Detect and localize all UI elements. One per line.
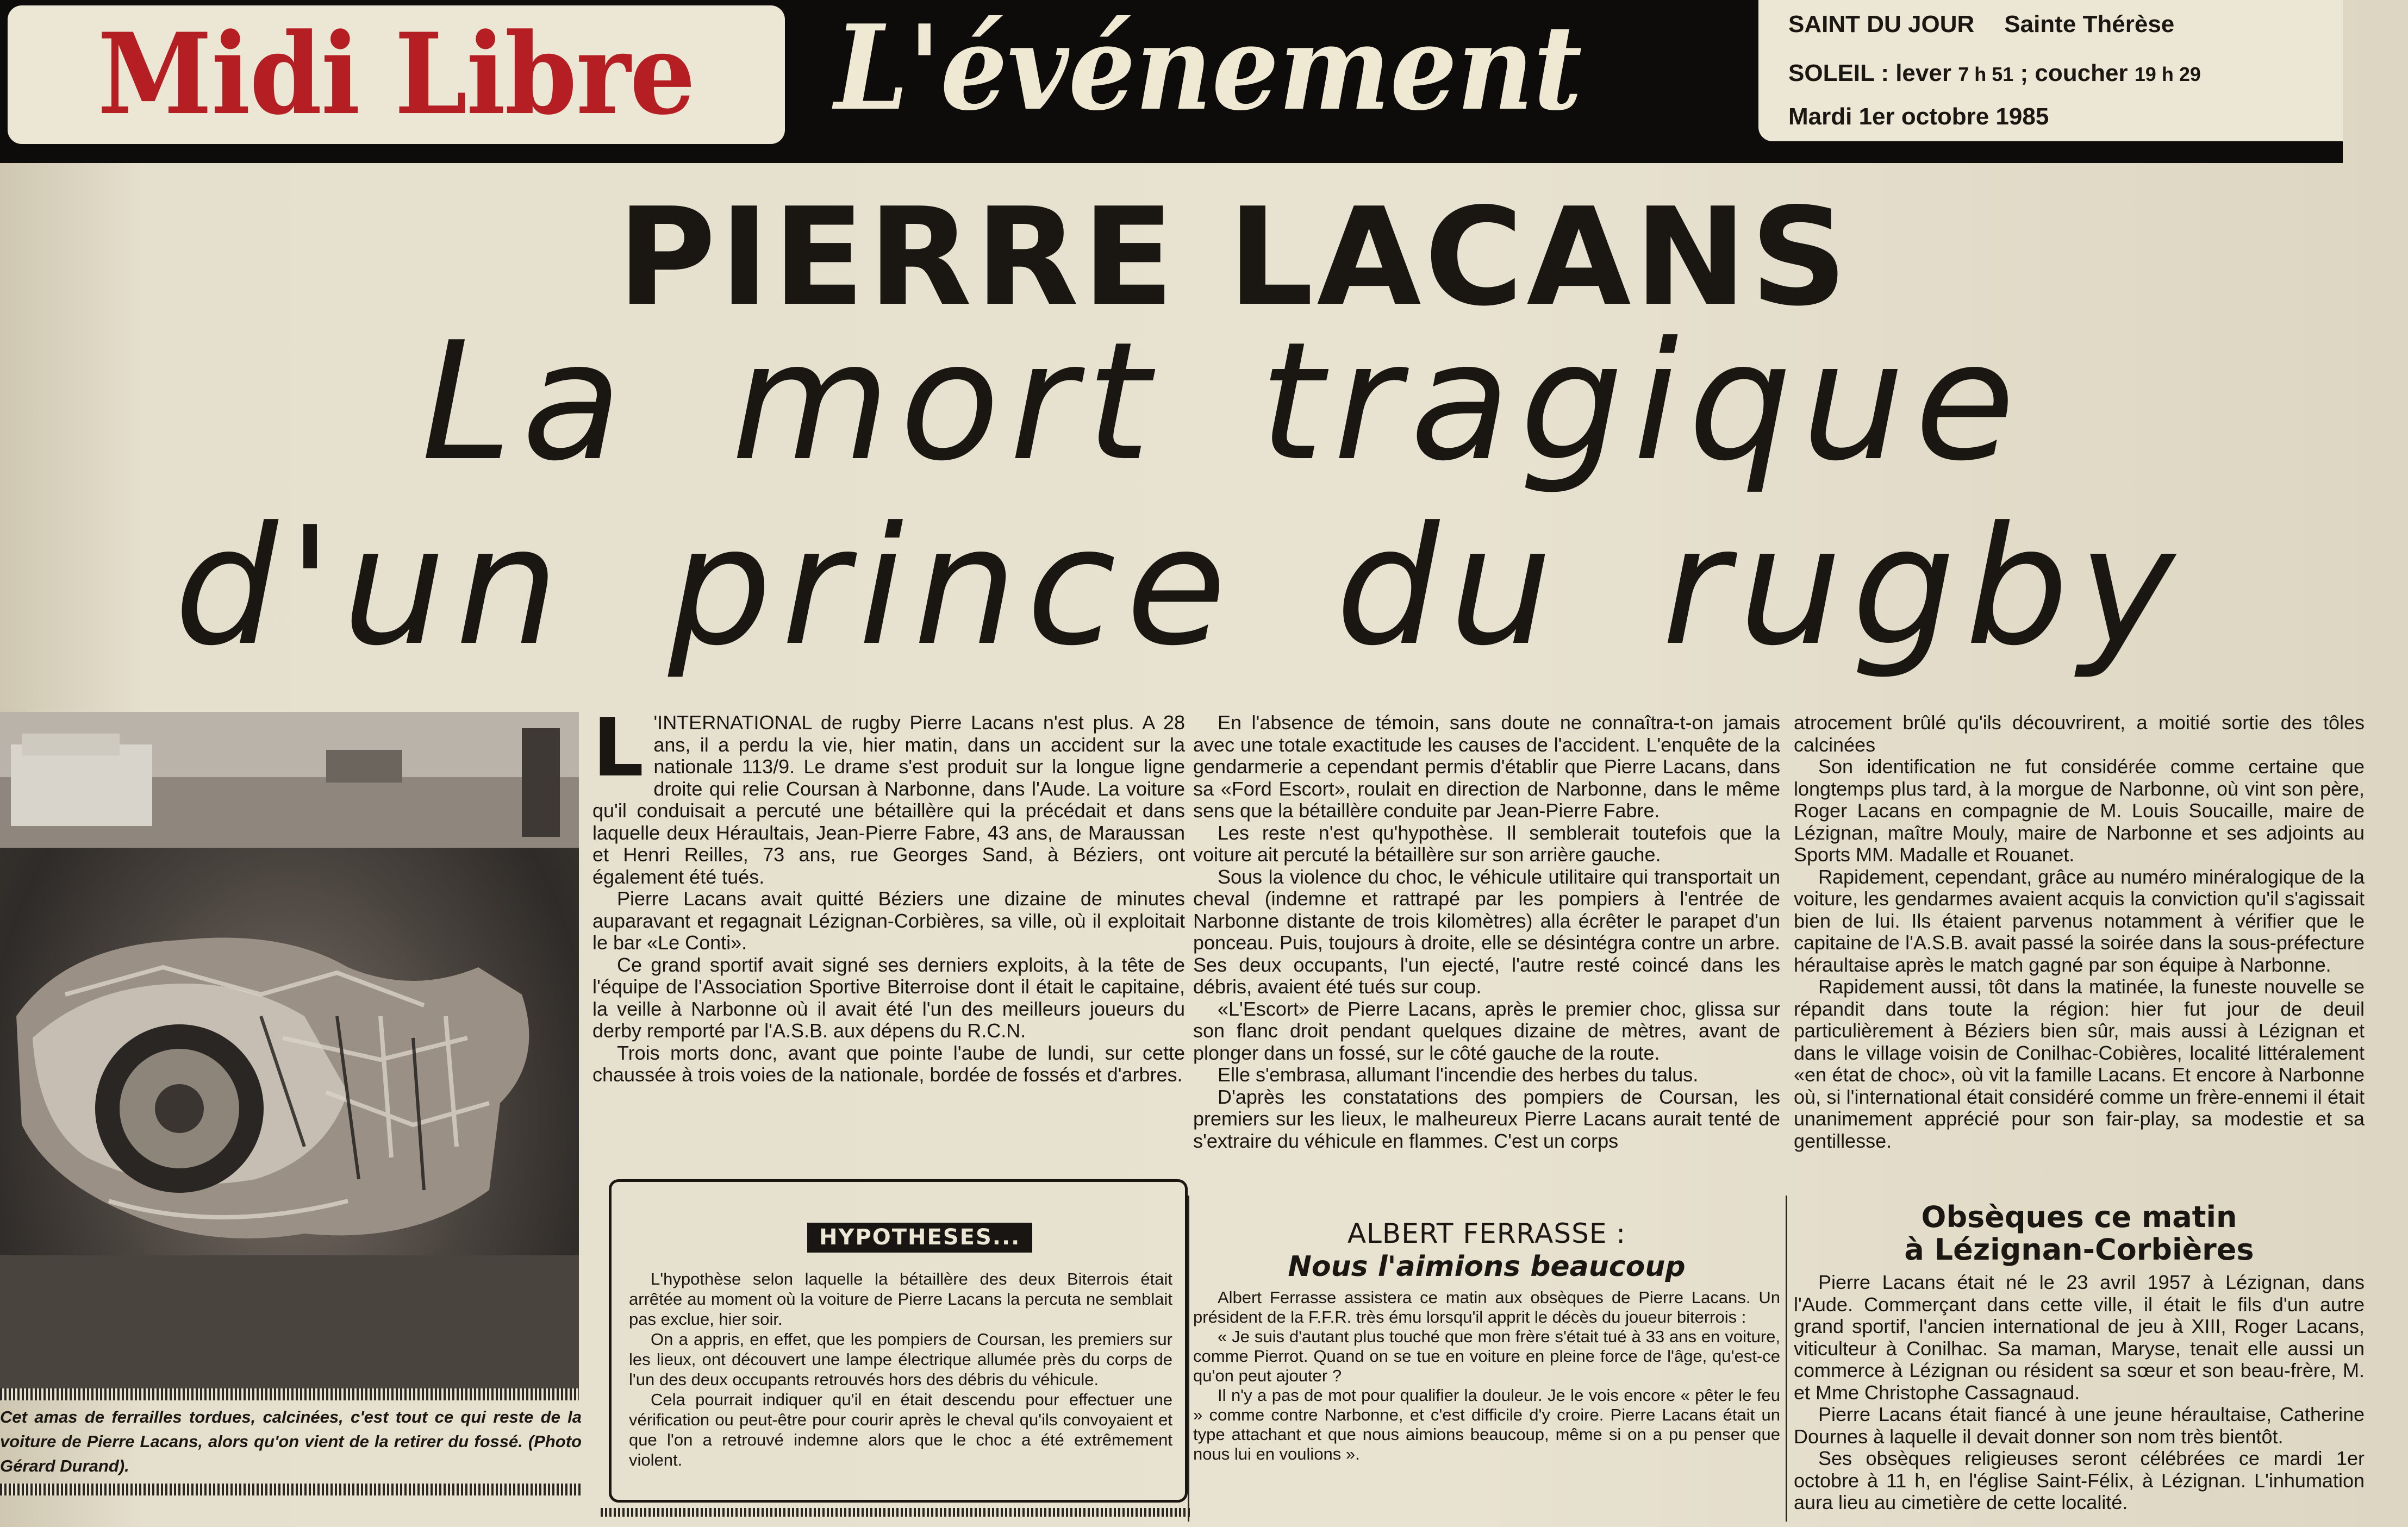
- column-divider: [1188, 1196, 1189, 1522]
- wrecked-car-illustration: [0, 712, 579, 1388]
- ferrasse-subtitle: Nous l'aimions beaucoup: [1288, 1250, 1686, 1283]
- paragraph: L'hypothèse selon laquelle la bétaillère des deux Biterrois était arrêtée au moment où la voiture de Pierre Lacans la percuta ne semblait pas exclue, hier soir.: [629, 1269, 1172, 1329]
- paragraph: Les reste n'est qu'hypothèse. Il semblerait toutefois que la voiture ait percuté la bétaillère sur son arrière gauche.: [1193, 821, 1780, 866]
- paragraph: Pierre Lacans était fiancé à une jeune héraultaise, Catherine Dournes à laquelle il devait donner son nom très bientôt.: [1794, 1403, 2365, 1448]
- section-title: L'événement: [834, 0, 1582, 136]
- drop-cap: L: [592, 701, 644, 794]
- paragraph: « Je suis d'autant plus touché que mon frère s'était tué à 33 ans en voiture, comme Pierrot. Quand on se tue en voiture en pleine force de l'âge, qu'est-ce qu'on peut ajouter ?: [1193, 1327, 1780, 1385]
- kicker-headline: PIERRE LACANS: [617, 179, 1851, 336]
- coucher-time: 19 h 29: [2134, 63, 2201, 85]
- paragraph: Pierre Lacans avait quitté Béziers une dizaine de minutes auparavant et regagnait Lézignan-Corbières, sa ville, où il exploitait le bar «Le Conti».: [592, 887, 1185, 954]
- ferrasse-title: ALBERT FERRASSE :: [1347, 1218, 1626, 1249]
- paragraph: Rapidement, cependant, grâce au numéro minéralogique de la voiture, les gendarmes avaient acquis la conviction qu'il s'agissait bien de lui. Ils étaient parvenus notamment à vérifier que le capitaine de l'A.S.B. avait passé la soirée dans la sous-préfecture héraultaise après le match gagné par son équipe à Narbonne.: [1794, 865, 2365, 976]
- obseques-title: [1794, 1201, 2365, 1266]
- obseques-title-line-2: à Lézignan-Corbières: [1904, 1232, 2254, 1267]
- paragraph: «L'Escort» de Pierre Lacans, après le premier choc, glissa sur son flanc droit pendant quelques dizaine de mètres, avant de plonger dans un fossé, sur le côté gauche de la route.: [1193, 997, 1780, 1064]
- column-divider: [1786, 1196, 1787, 1522]
- masthead-info: [1758, 0, 2343, 141]
- wreck-photo: [0, 712, 579, 1388]
- hypotheses-box: [609, 1179, 1188, 1503]
- paragraph: 'INTERNATIONAL de rugby Pierre Lacans n'est plus. A 28 ans, il a perdu la vie, hier matin, dans un accident sur la nationale 113/9. Le drame s'est produit sur la longue ligne droite qui relie Coursan à Narbonne, dans l'Aude. La voiture qu'il conduisait a percuté une bétaillère qui la précédait et dans laquelle deux Héraultais, Jean-Pierre Fabre, 43 ans, de Maraussan et Henri Reilles, 73 ans, rue Georges Sand, à Béziers, ont également été tués.: [592, 711, 1185, 888]
- obseques-body: [1794, 1272, 2365, 1514]
- paragraph: Albert Ferrasse assistera ce matin aux obsèques de Pierre Lacans. Un président de la F.F.R. très ému lorsqu'il apprit le décès du joueur biterrois :: [1193, 1288, 1780, 1326]
- paragraph: Pierre Lacans était né le 23 avril 1957 à Lézignan, dans l'Aude. Commerçant dans cette ville, il était le fils d'un autre grand sportif, l'ancien international de jeu à XIII, Roger Lacans, viticulteur à Conilhac. Sa maman, Maryse, tenait elle aussi un commerce à Lézignan ou résident sa sœur et son beau-frère, M. et Mme Christophe Cassagnaud.: [1794, 1271, 2365, 1404]
- headline-line-1: La mort tragique: [421, 307, 2025, 497]
- paragraph: Cela pourrait indiquer qu'il en était descendu pour effectuer une vérification ou peut-être pour courir après le cheval qu'ils convoyaient et que l'on a retrouvé indemne alors que le choc a été extrêmement violent.: [629, 1390, 1172, 1469]
- hypotheses-rule: [601, 1508, 1190, 1517]
- paragraph: D'après les constatations des pompiers de Coursan, les premiers sur les lieux, le malheureux Pierre Lacans aurait tenté de s'extraire du véhicule en flammes. C'est un corps: [1193, 1085, 1780, 1152]
- hypotheses-label: HYPOTHESES...: [807, 1223, 1032, 1253]
- paragraph: Il n'y a pas de mot pour qualifier la douleur. Je le vois encore « pêter le feu » comme contre Narbonne, et c'est difficile d'y croire. Pierre Lacans était un type attachant et que nous aimions beaucoup, même si on a pu penser que nous lui en voulions ».: [1193, 1386, 1780, 1463]
- paragraph: Rapidement aussi, tôt dans la matinée, la funeste nouvelle se répandit dans toute la région: hier fut jour de deuil particulièrement à Béziers bien sûr, mais aussi à Lézignan et dans le village voisin de Conilhac-Cobières, localité littéralement «en état de choc», où vit la famille Lacans. Et encore à Narbonne où, si l'international était considéré comme un frère-ennemi il était unanimement apprécié pour son fair-play, sa modestie et sa gentillesse.: [1794, 975, 2365, 1152]
- caption-rule: [0, 1484, 582, 1495]
- soleil-label: SOLEIL : lever: [1788, 60, 1951, 86]
- photo-caption: Cet amas de ferrailles tordues, calcinées, c'est tout ce qui reste de la voiture de Pierre Lacans, alors qu'on vient de la retirer du fossé. (Photo Gérard Durand).: [0, 1407, 582, 1475]
- photo-rule: [0, 1388, 579, 1400]
- article-column-2: [1193, 712, 1780, 1152]
- paragraph: On a appris, en effet, que les pompiers de Coursan, les premiers sur les lieux, ont découvert une lampe électrique allumée près du corps de l'un des deux occupants retrouvés hors des débris du véhicule.: [629, 1330, 1172, 1389]
- paragraph: Ses obsèques religieuses seront célébrées ce mardi 1er octobre à 11 h, en l'église Saint-Félix, à Lézignan. L'inhumation aura lieu au cimetière de cette localité.: [1794, 1447, 2365, 1513]
- coucher-label: ; coucher: [2020, 60, 2128, 86]
- issue-date: Mardi 1er octobre 1985: [1788, 103, 2049, 130]
- lever-time: 7 h 51: [1958, 63, 2014, 85]
- saint-du-jour: [1788, 0, 2343, 49]
- obseques-title-line-1: Obsèques ce matin: [1921, 1200, 2237, 1234]
- saint-name: Sainte Thérèse: [2004, 11, 2175, 37]
- newspaper-logo: Midi Libre: [97, 9, 695, 140]
- paragraph: Ce grand sportif avait signé ses derniers exploits, à la tête de l'équipe de l'Association Sportive Biterroise dont il était le capitaine, la veille à Narbonne où il avait été l'un des meilleurs joueurs du derby remporté par l'A.S.B. aux dépens du R.C.N.: [592, 953, 1185, 1042]
- headline-line-2: d'un prince du rugby: [174, 492, 2185, 681]
- paragraph: Son identification ne fut considérée comme certaine que longtemps plus tard, à la morgue de Narbonne, où vint son père, Roger Lacans en compagnie de M. Louis Soucaille, maire de Lézignan, maître Mouly, maire de Narbonne et ses adjoints au Sports MM. Madalle et Rouanet.: [1794, 755, 2365, 866]
- paragraph: Sous la violence du choc, le véhicule utilitaire qui transportait un cheval (indemne et rattrapé par les pompiers à l'entrée de Narbonne distante de trois kilomètres) alla écrêter le parapet d'un ponceau. Puis, toujours à droite, elle se désintégra contre un arbre. Ses deux occupants, l'un ejecté, l'autre resté coincé dans les débris, avaient été tués sur coup.: [1193, 865, 1780, 998]
- paragraph: Trois morts donc, avant que pointe l'aube de lundi, sur cette chaussée à trois voies de la nationale, bordée de fossés et d'arbres.: [592, 1041, 1185, 1086]
- soleil-row: [1788, 49, 2343, 98]
- paragraph: En l'absence de témoin, sans doute ne connaîtra-t-on jamais avec une totale exactitude les causes de l'accident. L'enquête de la gendarmerie a cependant permis d'établir que Pierre Lacans, dans sa «Ford Escort», roulait en direction de Narbonne, dans le même sens que la bétaillère conduite par Jean-Pierre Fabre.: [1193, 711, 1780, 822]
- paragraph: Elle s'embrasa, allumant l'incendie des herbes du talus.: [1218, 1063, 1699, 1086]
- logo-box: [8, 5, 785, 144]
- saint-label: SAINT DU JOUR: [1788, 11, 1975, 37]
- article-column-3: [1794, 712, 2365, 1152]
- ferrasse-body: [1193, 1288, 1780, 1464]
- hypotheses-body: [629, 1269, 1172, 1470]
- article-column-1: [592, 701, 1185, 1086]
- paragraph: atrocement brûlé qu'ils découvrirent, a moitié sortie des tôles calcinées: [1794, 711, 2365, 756]
